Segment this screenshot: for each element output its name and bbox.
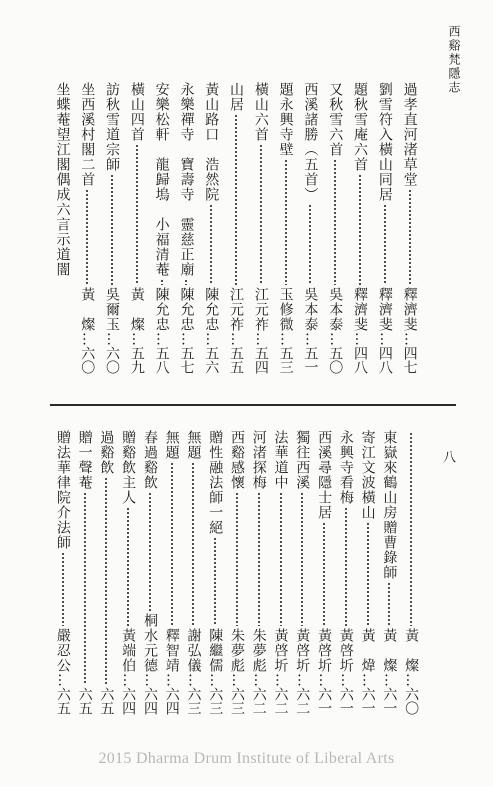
toc-entry-title: 河渚探梅 [250, 430, 267, 490]
toc-entry [248, 82, 273, 374]
toc-entry-author: 朱夢彪 [229, 628, 245, 673]
toc-entry-title: 無題 [163, 430, 180, 460]
toc-entry-author: 黃 燦 [79, 287, 96, 332]
toc-entry-title: 安樂松軒 龍歸塢 小福清菴 [153, 82, 170, 277]
dot-leader-short: … [203, 332, 220, 346]
toc-entry-author: 江元祚 [228, 287, 245, 332]
toc-entry [291, 430, 313, 715]
dot-leader [299, 492, 305, 626]
dot-leader-short: … [352, 332, 369, 346]
toc-entry-page: 六〇 [403, 687, 420, 715]
dot-leader [82, 492, 88, 685]
toc-entry-title: 黃山路口 浩然院 [203, 82, 220, 202]
toc-entry-title: 橫山四首 [128, 82, 145, 142]
toc-entry [100, 82, 125, 374]
dot-leader-short: … [104, 332, 121, 346]
dot-leader-short: … [316, 673, 333, 687]
dot-leader-short: … [185, 673, 202, 687]
dot-leader-short: … [272, 673, 289, 687]
dot-leader-short: … [207, 673, 224, 687]
dot-leader-short: … [141, 673, 158, 687]
toc-entry-page: 五一 [302, 346, 319, 374]
toc-entry-page: 五四 [252, 346, 269, 374]
running-head: 西谿梵隱志 [447, 25, 461, 95]
toc-entry-author: 黃啓圻 [294, 628, 311, 673]
toc-entry-author: 陳允忠 [203, 287, 220, 332]
dot-leader-short: … [381, 673, 398, 687]
toc-entry-title: 坐蝶菴望江閣偶成六言示道闇 [54, 82, 71, 277]
toc-top-section [50, 82, 422, 374]
dot-leader-short: … [153, 332, 170, 346]
toc-entry-title: 過孝直河渚草堂 [401, 82, 418, 187]
toc-entry-page: 四八 [376, 346, 393, 374]
toc-entry-author: 黃 燦 [403, 628, 420, 673]
dot-leader-short: … [359, 673, 376, 687]
dot-leader-short: … [403, 673, 420, 687]
toc-entry [52, 430, 74, 715]
toc-entry-title: 坐西溪村閣二首 [79, 82, 96, 187]
toc-entry-author: 釋濟斐 [376, 287, 393, 332]
dot-leader [233, 114, 239, 285]
toc-entry-author: 釋濟斐 [401, 287, 418, 332]
toc-entry-title: 東嶽來鶴山房贈曹錄師 [381, 430, 398, 580]
toc-entry-page: 六四 [163, 687, 180, 715]
toc-entry-author: 嚴忍公 [54, 628, 71, 673]
toc-entry-page: 五七 [178, 346, 195, 374]
toc-entry-title: 寄江文波橫山 [359, 430, 376, 520]
dot-leader-short: … [376, 332, 393, 346]
dot-leader [258, 144, 264, 285]
toc-bottom-section [52, 430, 422, 715]
dot-leader [190, 462, 196, 626]
toc-entry [270, 430, 292, 715]
toc-entry-author: 黃 燦 [381, 628, 398, 673]
dot-leader [208, 204, 214, 285]
toc-entry-author: 吳本泰 [302, 287, 319, 332]
toc-entry-page: 五九 [128, 346, 145, 374]
dot-leader-short: … [277, 332, 294, 346]
dot-leader [109, 174, 115, 285]
toc-entry [335, 430, 357, 715]
toc-entry-title: 法華道中 [272, 430, 289, 490]
toc-entry-title: 贈性融法師一絕 [207, 430, 224, 535]
toc-entry-title: 贈法華律院介法師 [54, 430, 71, 550]
dot-leader-short: … [337, 673, 354, 687]
toc-entry-page: 四八 [352, 346, 369, 374]
toc-entry-title: 永興寺看梅 [337, 430, 354, 505]
dot-leader-short: … [79, 332, 96, 346]
toc-entry-page: 六二 [294, 687, 311, 715]
toc-entry-author: 黃啓圻 [316, 628, 333, 673]
toc-entry [323, 82, 348, 374]
toc-entry-author: 黃啓圻 [272, 628, 289, 673]
toc-entry-title: 春過谿飲 [141, 430, 158, 490]
dot-leader-short: … [163, 673, 180, 687]
dot-leader [283, 159, 289, 285]
dot-leader-short: … [128, 332, 145, 346]
toc-entry-author: 陳允忠 [178, 287, 195, 332]
toc-entry-title: 劉雪符入橫山同居 [376, 82, 393, 202]
toc-entry-author: 釋濟斐 [352, 287, 369, 332]
toc-entry-author: 吳爾玉 [104, 287, 121, 332]
toc-entry [174, 82, 199, 374]
dot-leader [159, 279, 165, 285]
toc-entry-page: 六三 [207, 687, 224, 715]
dot-leader [343, 507, 349, 626]
toc-entry-page: 六四 [120, 687, 137, 715]
dot-leader [365, 522, 371, 626]
dot-leader [60, 552, 66, 626]
toc-entry [74, 430, 96, 715]
toc-entry-title: 山居 [228, 82, 245, 112]
toc-entry [117, 430, 139, 715]
toc-entry-title: 獨往西溪 [294, 430, 311, 490]
dot-leader [147, 492, 153, 611]
dot-leader [307, 204, 313, 285]
dot-leader [125, 507, 131, 626]
dot-leader-short: … [120, 673, 137, 687]
toc-entry-title: 過谿飲 [98, 430, 115, 475]
toc-entry [149, 82, 174, 374]
toc-entry-page: 四七 [401, 346, 418, 374]
toc-entry-title: 贈谿飲主人 [120, 430, 137, 505]
toc-entry-title: 訪秋雪道宗師 [104, 82, 121, 172]
toc-entry-title: 贈一聲菴 [76, 430, 93, 490]
toc-entry-author: 玉修微 [277, 287, 294, 332]
toc-entry-page: 六〇 [79, 346, 96, 374]
toc-entry-title: 西溪尋隱士居 [316, 430, 333, 520]
dot-leader-short: … [250, 673, 267, 687]
toc-entry-author: 陳繼儒 [207, 628, 224, 673]
watermark: 2015 Dharma Drum Institute of Liberal Arts [98, 750, 395, 767]
dot-leader [234, 492, 240, 626]
toc-entry [124, 82, 149, 374]
toc-entry-title: 題秋雪庵六首 [352, 82, 369, 172]
dot-leader [256, 492, 262, 626]
toc-entry-author: 吳本泰 [327, 287, 344, 332]
toc-entry-page: 五三 [277, 346, 294, 374]
toc-entry [400, 430, 422, 715]
dot-leader [382, 204, 388, 285]
toc-entry-title: 西溪諸勝（五首） [302, 82, 319, 202]
toc-entry-page: 六三 [229, 687, 245, 715]
toc-entry-page: 六二 [250, 687, 267, 715]
toc-entry-page: 五五 [228, 346, 245, 374]
toc-entry-author: 黃 燦 [128, 287, 145, 332]
toc-entry [75, 82, 100, 374]
toc-entry [161, 430, 183, 715]
dot-leader [408, 432, 414, 626]
toc-entry-page: 六一 [381, 687, 398, 715]
toc-entry-author: 黃 煒 [359, 628, 376, 673]
toc-entry [397, 82, 422, 374]
dot-leader [332, 159, 338, 285]
toc-entry [199, 82, 224, 374]
toc-entry-page: 六四 [141, 687, 158, 715]
toc-entry-title: 又秋雪六首 [327, 82, 344, 157]
dot-leader [321, 522, 327, 626]
dot-leader-short: … [229, 673, 245, 687]
toc-entry [357, 430, 379, 715]
toc-entry-page: 六五 [76, 687, 93, 715]
dot-leader [386, 582, 392, 626]
toc-entry-page: 六一 [359, 687, 376, 715]
dot-leader [169, 462, 175, 626]
toc-entry [298, 82, 323, 374]
page-number: 八 [440, 450, 455, 463]
dot-leader-short: … [294, 673, 311, 687]
toc-entry-page: 五〇 [327, 346, 344, 374]
dot-leader-short: … [401, 332, 418, 346]
toc-entry-page: 六五 [54, 687, 71, 715]
dot-leader-short: … [54, 673, 71, 687]
toc-entry-author: 江元祚 [252, 287, 269, 332]
toc-entry [139, 430, 161, 715]
toc-entry-page: 六一 [337, 687, 354, 715]
dot-leader-short: … [228, 332, 245, 346]
toc-entry [372, 82, 397, 374]
toc-entry-author: 朱夢彪 [250, 628, 267, 673]
dot-leader [278, 492, 284, 626]
toc-entry [378, 430, 400, 715]
toc-entry-title: 題永興寺壁 [277, 82, 294, 157]
dot-leader [134, 144, 140, 285]
toc-entry [348, 82, 373, 374]
toc-entry-author: 謝弘儀 [185, 628, 202, 673]
toc-entry-page: 六二 [272, 687, 289, 715]
toc-entry [96, 430, 118, 715]
section-divider [50, 404, 456, 406]
toc-entry-author: 黃啓圻 [337, 628, 354, 673]
toc-entry [248, 430, 270, 715]
toc-entry-title: 無題 [185, 430, 202, 460]
toc-entry-page: 六三 [185, 687, 202, 715]
toc-entry [224, 82, 249, 374]
dot-leader [407, 189, 413, 285]
toc-entry [313, 430, 335, 715]
toc-entry-page: 五八 [153, 346, 170, 374]
toc-entry [50, 82, 75, 374]
toc-entry-title: 西谿感懷 [229, 430, 245, 490]
dot-leader [212, 537, 218, 626]
toc-entry [204, 430, 226, 715]
toc-entry-author: 陳允忠 [153, 287, 170, 332]
dot-leader-short: … [178, 332, 195, 346]
dot-leader-short: … [302, 332, 319, 346]
dot-leader-short: … [252, 332, 269, 346]
toc-entry-author: 釋智靖 [163, 628, 180, 673]
toc-entry [226, 430, 248, 715]
dot-leader [183, 279, 189, 285]
toc-entry [183, 430, 205, 715]
toc-entry-page: 六五 [98, 687, 115, 715]
toc-entry-author: 桐水元德 [141, 613, 158, 673]
toc-entry-title: 橫山六首 [252, 82, 269, 142]
dot-leader [357, 174, 363, 285]
toc-entry-title: 永樂禪寺 寶壽寺 靈慈正廟 [178, 82, 195, 277]
toc-entry-page: 六〇 [104, 346, 121, 374]
dot-leader [84, 189, 90, 285]
toc-entry-page: 六一 [316, 687, 333, 715]
dot-leader [103, 477, 109, 685]
dot-leader-short: … [327, 332, 344, 346]
toc-entry [273, 82, 298, 374]
toc-entry-author: 黃端伯 [120, 628, 137, 673]
toc-entry-page: 五六 [203, 346, 220, 374]
